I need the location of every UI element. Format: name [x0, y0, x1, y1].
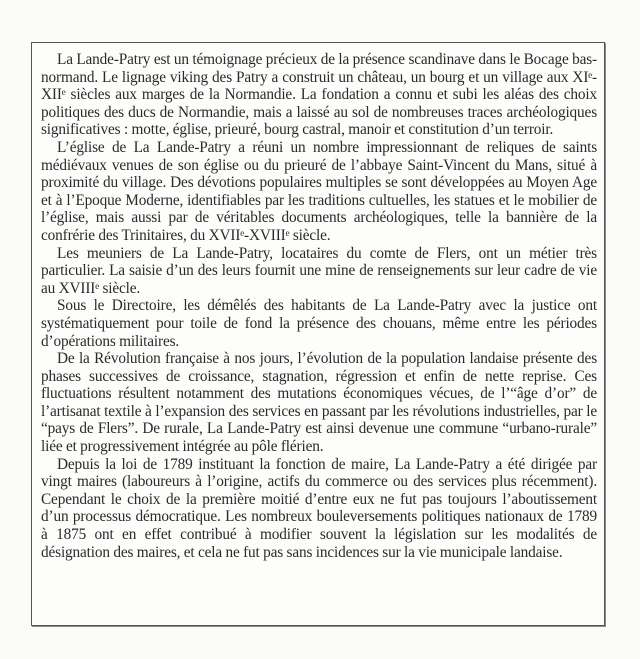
- paragraph-directoire: Sous le Directoire, les démêlés des habitants de La Lande-Patry avec la justice ont systématiquement pour toile de fond la présence des chouans, même entre les périodes d’opérations militaires.: [41, 297, 597, 350]
- paragraph-mayors: Depuis la loi de 1789 instituant la fonction de maire, La Lande-Patry a été dirigée par vingt maires (laboureurs à l’origine, actifs du commerce ou des services plus récemment). Cependant le choix de la première moitié d’entre eux ne fut pas toujours l’aboutissement d’un processus démocratique. Les nombreux bouleversements politiques nationaux de 1789 à 1875 ont en effet contribué à modifier souvent la législation sur les modalités de désignation des maires, et cela ne fut pas sans incidences sur la vie municipale landaise.: [41, 455, 597, 561]
- text-frame: [31, 42, 605, 626]
- paragraph-millers: Les meuniers de La Lande-Patry, locataires du comte de Flers, ont un métier très particulier. La saisie d’un des leurs fournit une mine de renseignements sur leur cadre de vie au XVIIIᵉ siècle.: [41, 244, 597, 297]
- paragraph-church-relics: L’église de La Lande-Patry a réuni un nombre impressionnant de reliques de saints médiévaux venues de son église ou du prieuré de l’abbaye Saint-Vincent du Mans, situé à proximité du village. Des dévotions populaires multiples se sont développées au Moyen Age et à l’Epoque Moderne, identifiables par les traditions cultuelles, les statues et le mobilier de l’église, mais aussi par de véritables documents archéologiques, telle la bannière de la confrérie des Trinitaires, du XVIIᵉ-XVIIIᵉ siècle.: [41, 138, 597, 244]
- paragraph-population: De la Révolution française à nos jours, l’évolution de la population landaise présente des phases successives de croissance, stagnation, régression et enfin de nette reprise. Ces fluctuations résultent notamment des mutations économiques vécues, de l’“âge d’or” de l’artisanat textile à l’expansion des services en passant par les révolutions industrielles, par le “pays de Flers”. De rurale, La Lande-Patry est ainsi devenue une commune “urbano-rurale” liée et progressivement intégrée au pôle flérien.: [41, 350, 597, 456]
- paragraph-scandinavian-presence: La Lande-Patry est un témoignage précieux de la présence scandinave dans le Bocage bas-normand. Le lignage viking des Patry a construit un château, un bourg et un village aux XIᵉ-XIIᵉ siècles aux marges de la Normandie. La fondation a connu et subi les aléas des choix politiques des ducs de Normandie, mais a laissé au sol de nombreuses traces archéologiques significatives : motte, église, prieuré, bourg castral, manoir et constitution d’un terroir.: [41, 51, 597, 139]
- document-body: [41, 51, 597, 561]
